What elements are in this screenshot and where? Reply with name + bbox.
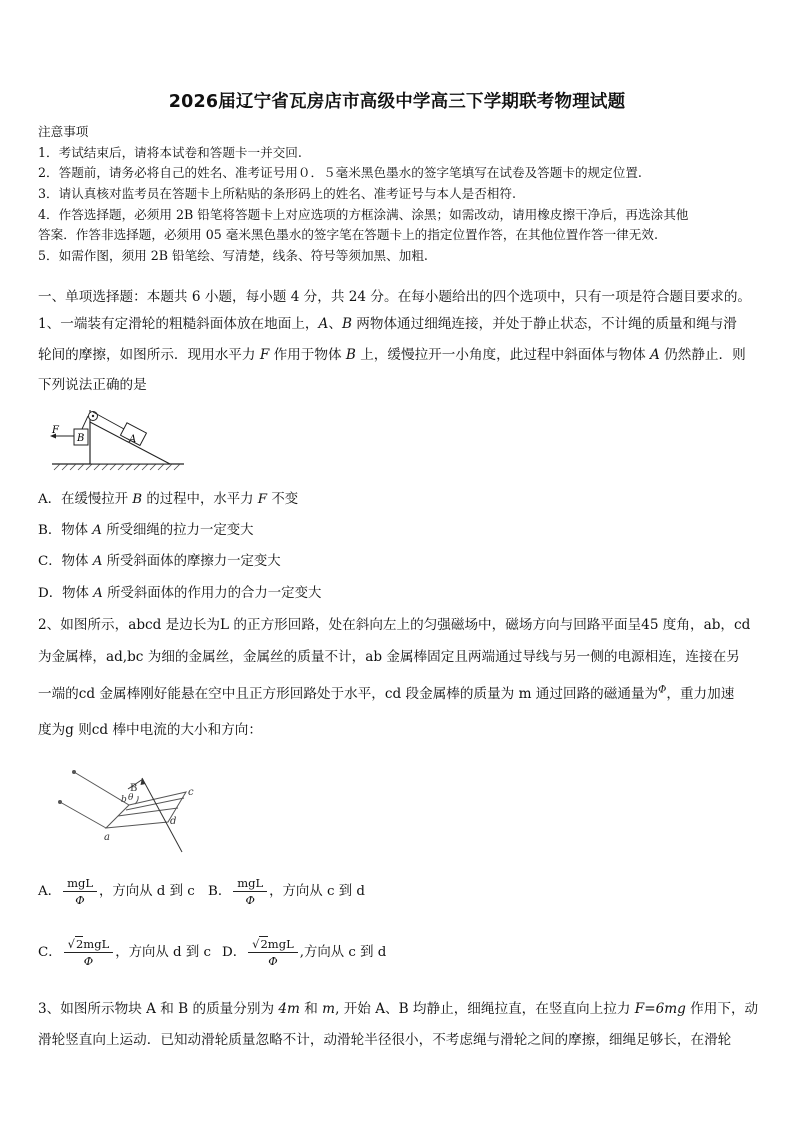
option-text: 不变 [267, 492, 299, 507]
fraction-numerator: mgL [63, 876, 97, 892]
notice-item: 2．答题前，请务必将自己的姓名、准考证号用０．５毫米黑色墨水的签字笔填写在试卷及答题卡的规定位置. [38, 165, 642, 180]
option-text: ，方向从 c 到 d [269, 884, 365, 899]
q1-line [38, 343, 746, 363]
sqrt-icon: √ [252, 937, 260, 951]
q2-option-d[interactable] [222, 937, 386, 968]
q1-option-d[interactable] [38, 582, 321, 601]
fraction-numerator [64, 937, 114, 953]
q1-option-c[interactable] [38, 550, 281, 569]
q3-line [38, 997, 758, 1017]
q2-line: 度为g 则cd 棒中电流的大小和方向： [38, 722, 262, 738]
option-letter: A． [38, 884, 62, 899]
phi-symbol: Φ [658, 684, 667, 696]
mass-b: m [322, 1001, 336, 1017]
q1-text: 、 [328, 316, 342, 332]
var-b: B [345, 347, 356, 363]
fig2-label-d: d [170, 816, 177, 827]
q3-text: 和 [299, 1001, 323, 1017]
var-a: A [650, 347, 660, 363]
fraction [63, 876, 97, 907]
numerator-text: mgL [83, 937, 110, 951]
fraction [64, 937, 114, 968]
var-f: F [259, 347, 270, 363]
q2-option-b[interactable] [208, 876, 365, 907]
q2-text: ，重力加速 [666, 686, 735, 702]
fraction-denominator: Φ [83, 954, 94, 968]
fig2-label-a: a [104, 832, 110, 843]
q2-option-c[interactable] [38, 937, 211, 968]
fig1-label-a: A [129, 434, 137, 445]
option-text: 所受细绳的拉力一定变大 [101, 523, 254, 538]
q3-text: 作用下，动 [685, 1001, 759, 1017]
fraction-numerator: mgL [233, 876, 267, 892]
fig1-label-f: F [52, 425, 59, 436]
q1-text: 轮间的摩擦，如图所示．现用水平力 [38, 347, 260, 363]
var-b: B [132, 492, 143, 507]
q1-option-a[interactable] [38, 488, 298, 507]
option-text: D．物体 [38, 586, 94, 601]
sqrt-radicand: 2 [260, 937, 268, 951]
notice-item: 3．请认真核对监考员在答题卡上所粘贴的条形码上的姓名、准考证号与本人是否相符. [38, 186, 516, 201]
q2-line [38, 682, 734, 702]
q3-line: 滑轮竖直向上运动．已知动滑轮质量忽略不计，动滑轮半径很小，不考虑绳与滑轮之间的摩擦，细绳足够长，在滑轮 [38, 1032, 732, 1048]
option-text: B．物体 [38, 523, 93, 538]
var-f: F [257, 492, 268, 507]
var-a: A [318, 316, 329, 332]
notice-item: 答案．作答非选择题，必须用 05 毫米黑色墨水的签字笔在答题卡上的指定位置作答，在其他位置作答一律无效. [38, 227, 658, 242]
notice-item: 5．如需作图，须用 2B 铅笔绘、写清楚，线条、符号等须加黑、加粗. [38, 248, 428, 263]
incline-figure [38, 402, 188, 476]
fig2-label-theta: θ [128, 793, 134, 803]
section-heading: 一、单项选择题：本题共 6 小题，每小题 4 分，共 24 分。在每小题给出的四个选项中，只有一项是符合题目要求的。 [38, 289, 752, 305]
var-b: B [341, 316, 352, 332]
q2-option-a[interactable] [38, 876, 195, 907]
var-a: A [92, 523, 102, 538]
q1-text: 上，缓慢拉开一小角度，此过程中斜面体与物体 [355, 347, 650, 363]
option-letter: B． [208, 884, 232, 899]
page-title: 2026届辽宁省瓦房店市高级中学高三下学期联考物理试题 [168, 92, 626, 112]
fraction [233, 876, 267, 907]
fig2-label-b-field: B [130, 783, 138, 794]
option-text: ,方向从 c 到 d [299, 945, 387, 960]
notice-item: 1．考试结束后，请将本试卷和答题卡一并交回. [38, 145, 302, 160]
q1-text: 作用于物体 [269, 347, 346, 363]
option-text: 的过程中，水平力 [142, 492, 258, 507]
option-text: ，方向从 d 到 c [115, 945, 211, 960]
option-text: C．物体 [38, 554, 93, 569]
fig2-label-b: b [121, 795, 127, 805]
q1-line: 下列说法正确的是 [38, 377, 147, 393]
notice-item: 4．作答选择题，必须用 2B 铅笔将答题卡上对应选项的方框涂满、涂黑；如需改动，请用橡皮擦干净后，再选涂其他 [38, 207, 689, 222]
option-text: A．在缓慢拉开 [38, 492, 133, 507]
mass-a: 4m [278, 1001, 300, 1017]
q3-text: , 开始 A、B 均静止，细绳拉直，在竖直向上拉力 [335, 1001, 635, 1017]
option-text: ，方向从 d 到 c [98, 884, 195, 899]
q3-text: 3、如图所示物块 A 和 B 的质量分别为 [38, 1001, 279, 1017]
fig1-label-b: B [77, 433, 85, 444]
q1-option-b[interactable] [38, 519, 254, 538]
q1-text: 仍然静止．则 [659, 347, 746, 363]
fraction-numerator [248, 937, 298, 953]
q2-text: 一端的cd 金属棒刚好能悬在空中且正方形回路处于水平，cd 段金属棒的质量为 m 通过回路的磁通量为 [38, 686, 659, 702]
q2-line: 为金属棒，ad,bc 为细的金属丝，金属丝的质量不计，ab 金属棒固定且两端通过导线与另一侧的电源相连，连接在另 [38, 649, 740, 665]
option-letter: D． [222, 945, 247, 960]
option-letter: C． [38, 945, 62, 960]
q1-line [38, 312, 737, 332]
fraction-denominator: Φ [245, 893, 255, 907]
force-expression: F=6mg [634, 1001, 686, 1017]
notice-heading: 注意事项 [38, 124, 89, 139]
fig2-label-c: c [188, 787, 194, 798]
option-text: 所受斜面体的作用力的合力一定变大 [102, 586, 322, 601]
option-text: 所受斜面体的摩擦力一定变大 [102, 554, 281, 569]
numerator-text: mgL [267, 937, 294, 951]
q1-text: 1、一端装有定滑轮的粗糙斜面体放在地面上， [38, 316, 319, 332]
fraction [248, 937, 298, 968]
var-a: A [93, 586, 103, 601]
sqrt-icon: √ [67, 937, 75, 951]
fraction-denominator: Φ [268, 954, 278, 968]
var-a: A [92, 554, 103, 569]
q2-line: 2、如图所示，abcd 是边长为L 的正方形回路，处在斜向左上的匀强磁场中，磁场方向与回路平面呈45 度角，ab，cd [38, 617, 751, 633]
magnetic-loop-figure [44, 758, 220, 866]
fraction-denominator: Φ [75, 893, 85, 907]
sqrt-radicand: 2 [75, 937, 84, 951]
q1-text: 两物体通过细绳连接，并处于静止状态，不计绳的质量和绳与滑 [351, 316, 737, 332]
